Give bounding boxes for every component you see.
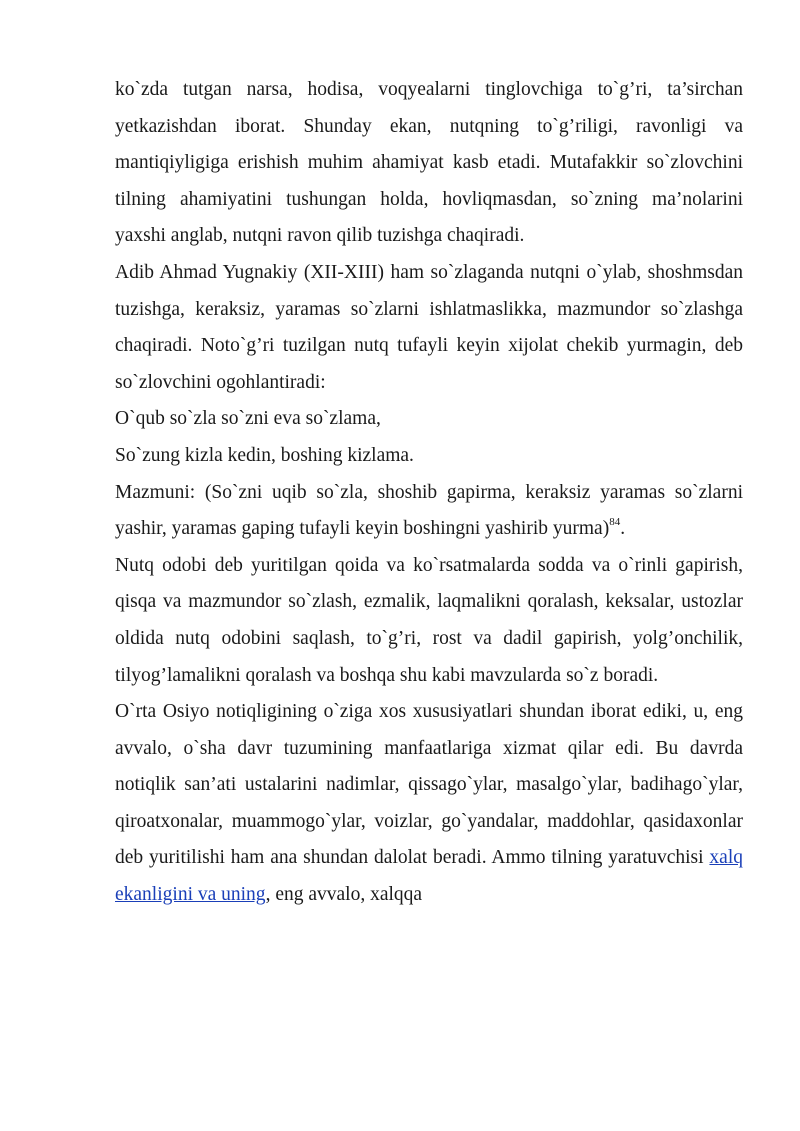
paragraph-5-start: O`rta Osiyo notiqligining o`ziga xos xususiyatlari shundan iborat ediki, u, eng avvalo, o`sha davr tuzumining manfaatlariga xizmat qilar edi. Bu davrda notiqlik san’ati ustalarini nadimlar, qissago`ylar, masalgo`ylar, badihago`ylar, qiroatxonalar, muammogo`ylar, voizlar, go`yandalar, maddohlar, qasidaxonlar deb yuritilishi ham ana shundan dalolat beradi. Ammo tilning yaratuvchisi bbox=[115, 701, 743, 869]
verse-line-1: O`qub so`zla so`zni eva so`zlama, bbox=[115, 408, 381, 430]
paragraph-4: Nutq odobi deb yuritilgan qoida va ko`rsatmalarda sodda va o`rinli gapirish, qisqa va mazmundor so`zlash, ezmalik, laqmalikni qoralash, keksalar, ustozlar oldida nutq odobini saqlash, to`g’ri, rost va dadil gapirish, yolg’onchilik, tilyog’lamalikni qoralash va boshqa shu kabi mavzularda so`z boradi. bbox=[115, 554, 743, 686]
paragraph-5-end: , eng avvalo, xalqqa bbox=[265, 884, 423, 906]
inline-link[interactable]: xalq ekanligini va uning bbox=[115, 847, 743, 906]
paragraph-5 bbox=[115, 694, 743, 914]
paragraph-3 bbox=[115, 475, 743, 548]
document-page bbox=[115, 72, 743, 914]
paragraph-3-end: . bbox=[620, 518, 626, 540]
paragraph-2: Adib Ahmad Yugnakiy (XII-XIII) ham so`zlaganda nutqni o`ylab, shoshmsdan tuzishga, keraksiz, yaramas so`zlarni ishlatmaslikka, mazmundor so`zlashga chaqiradi. Noto`g’ri tuzilgan nutq tufayli keyin xijolat chekib yurmagin, deb so`zlovchini ogohlantiradi: bbox=[115, 261, 743, 393]
paragraph-1: ko`zda tutgan narsa, hodisa, voqyealarni tinglovchiga to`g’ri, ta’sirchan yetkazishdan iborat. Shunday ekan, nutqning to`g’riligi, ravonligi va mantiqiyligiga erishish muhim ahamiyat kasb etadi. Mutafakkir so`zlovchini tilning ahamiyatini tushungan holda, hovliqmasdan, so`zning ma’nolarini yaxshi anglab, nutqni ravon qilib tuzishga chaqiradi. bbox=[115, 79, 743, 247]
paragraph-3-text: Mazmuni: (So`zni uqib so`zla, shoshib gapirma, keraksiz yaramas so`zlarni yashir, yaramas gaping tufayli keyin boshingni yashirib yurma) bbox=[115, 481, 743, 540]
verse-line-2: So`zung kizla kedin, boshing kizlama. bbox=[115, 444, 414, 466]
footnote-marker: 84 bbox=[609, 515, 621, 528]
